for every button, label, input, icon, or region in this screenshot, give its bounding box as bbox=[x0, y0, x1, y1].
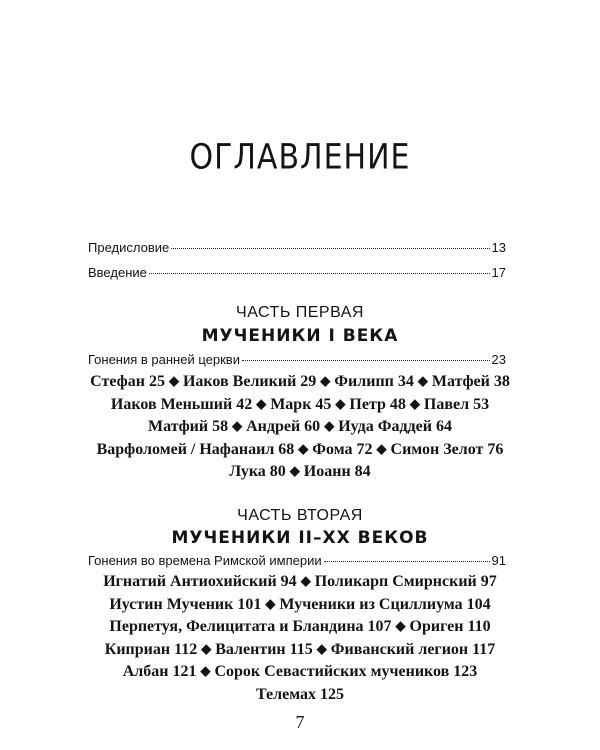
part-title: МУЧЕНИКИ I ВЕКА bbox=[201, 326, 399, 346]
toc-martyr-entry: Поликарп Смирнский 97 bbox=[314, 573, 497, 590]
toc-entry-page: 17 bbox=[491, 265, 506, 280]
part-label: ЧАСТЬ ПЕРВАЯ bbox=[236, 304, 364, 321]
toc-entry-label: Гонения во времена Римской империи bbox=[88, 553, 322, 568]
toc-martyr-entry: Мученики из Сциллиума 104 bbox=[279, 595, 491, 613]
toc-martyr-entry: Валентин 115 bbox=[215, 640, 313, 658]
dot-leader bbox=[242, 360, 490, 361]
toc-martyr-entry: Матфий 58 bbox=[148, 418, 229, 435]
part-title: МУЧЕНИКИ II–XX ВЕКОВ bbox=[171, 528, 429, 548]
entry-line bbox=[0, 461, 600, 484]
toc-martyr-entry: Телемах 125 bbox=[255, 685, 345, 703]
page-number: 7 bbox=[295, 712, 305, 732]
toc-martyr-entry: Петр 48 bbox=[349, 395, 406, 413]
entry-line bbox=[0, 371, 600, 394]
toc-martyr-entry: Иаков Великий 29 bbox=[182, 373, 317, 390]
diamond-separator-icon: ◆ bbox=[298, 440, 309, 456]
toc-martyr-entry: Фиванский легион 117 bbox=[330, 640, 496, 658]
diamond-separator-icon: ◆ bbox=[316, 640, 327, 656]
toc-martyr-entry: Ориген 110 bbox=[409, 618, 491, 635]
dot-leader bbox=[149, 273, 490, 274]
part-label: ЧАСТЬ ВТОРАЯ bbox=[237, 507, 363, 524]
diamond-separator-icon: ◆ bbox=[417, 373, 428, 388]
toc-martyr-entry: Албан 121 bbox=[122, 663, 197, 680]
toc-martyr-entry: Игнатий Антиохийский 94 bbox=[103, 573, 297, 590]
toc-entry-introduction bbox=[88, 265, 506, 280]
toc-entry-label: Введение bbox=[88, 265, 147, 280]
toc-martyr-entry: Перпетуя, Фелицитата и Бландина 107 bbox=[109, 618, 392, 635]
toc-entry-part-intro bbox=[88, 352, 506, 367]
toc-martyr-entry: Симон Зелот 76 bbox=[390, 440, 504, 458]
page-title: ОГЛАВЛЕНИЕ bbox=[189, 137, 411, 178]
entry-line bbox=[0, 639, 600, 662]
diamond-separator-icon: ◆ bbox=[289, 463, 300, 478]
entries-part-1 bbox=[0, 371, 600, 484]
diamond-separator-icon: ◆ bbox=[324, 418, 335, 433]
entry-line bbox=[0, 416, 600, 439]
diamond-separator-icon: ◆ bbox=[409, 395, 420, 411]
toc-martyr-entry: Павел 53 bbox=[423, 395, 490, 413]
toc-entry-page: 13 bbox=[491, 240, 506, 255]
diamond-separator-icon: ◆ bbox=[256, 395, 267, 411]
toc-martyr-entry: Варфоломей / Нафанаил 68 bbox=[96, 440, 295, 458]
toc-martyr-entry: Матфей 38 bbox=[431, 373, 510, 390]
dot-leader bbox=[324, 561, 490, 562]
diamond-separator-icon: ◆ bbox=[320, 373, 331, 388]
toc-martyr-entry: Лука 80 bbox=[229, 463, 286, 480]
toc-entry-label: Предисловие bbox=[88, 240, 170, 255]
diamond-separator-icon: ◆ bbox=[265, 595, 276, 611]
toc-martyr-entry: Сорок Севастийских мучеников 123 bbox=[214, 663, 478, 680]
entries-part-2 bbox=[0, 571, 600, 706]
entry-line bbox=[0, 616, 600, 639]
diamond-separator-icon: ◆ bbox=[300, 573, 311, 588]
dot-leader bbox=[171, 248, 489, 249]
toc-entry-page: 91 bbox=[491, 553, 506, 568]
toc-entry-label: Гонения в ранней церкви bbox=[88, 352, 240, 367]
toc-martyr-entry: Иуда Фаддей 64 bbox=[338, 418, 452, 435]
diamond-separator-icon: ◆ bbox=[168, 373, 179, 388]
diamond-separator-icon: ◆ bbox=[201, 640, 212, 656]
entry-line bbox=[0, 439, 600, 462]
toc-entry-part-intro bbox=[88, 553, 506, 568]
toc-martyr-entry: Стефан 25 bbox=[90, 373, 165, 390]
entry-line bbox=[0, 571, 600, 594]
toc-martyr-entry: Филипп 34 bbox=[334, 373, 414, 390]
diamond-separator-icon: ◆ bbox=[232, 418, 243, 433]
entry-line bbox=[0, 394, 600, 417]
diamond-separator-icon: ◆ bbox=[200, 663, 211, 678]
entry-line bbox=[0, 594, 600, 617]
toc-martyr-entry: Киприан 112 bbox=[104, 640, 198, 658]
toc-martyr-entry: Фома 72 bbox=[312, 440, 373, 458]
toc-martyr-entry: Иаков Меньший 42 bbox=[110, 395, 253, 413]
diamond-separator-icon: ◆ bbox=[395, 618, 406, 633]
entry-line bbox=[0, 661, 600, 684]
diamond-separator-icon: ◆ bbox=[376, 440, 387, 456]
entry-line bbox=[0, 684, 600, 707]
toc-martyr-entry: Андрей 60 bbox=[246, 418, 321, 435]
diamond-separator-icon: ◆ bbox=[335, 395, 346, 411]
toc-entry-preface bbox=[88, 240, 506, 255]
toc-entry-page: 23 bbox=[491, 352, 506, 367]
toc-martyr-entry: Иустин Мученик 101 bbox=[109, 595, 262, 613]
toc-martyr-entry: Иоанн 84 bbox=[303, 463, 371, 480]
toc-martyr-entry: Марк 45 bbox=[270, 395, 332, 413]
